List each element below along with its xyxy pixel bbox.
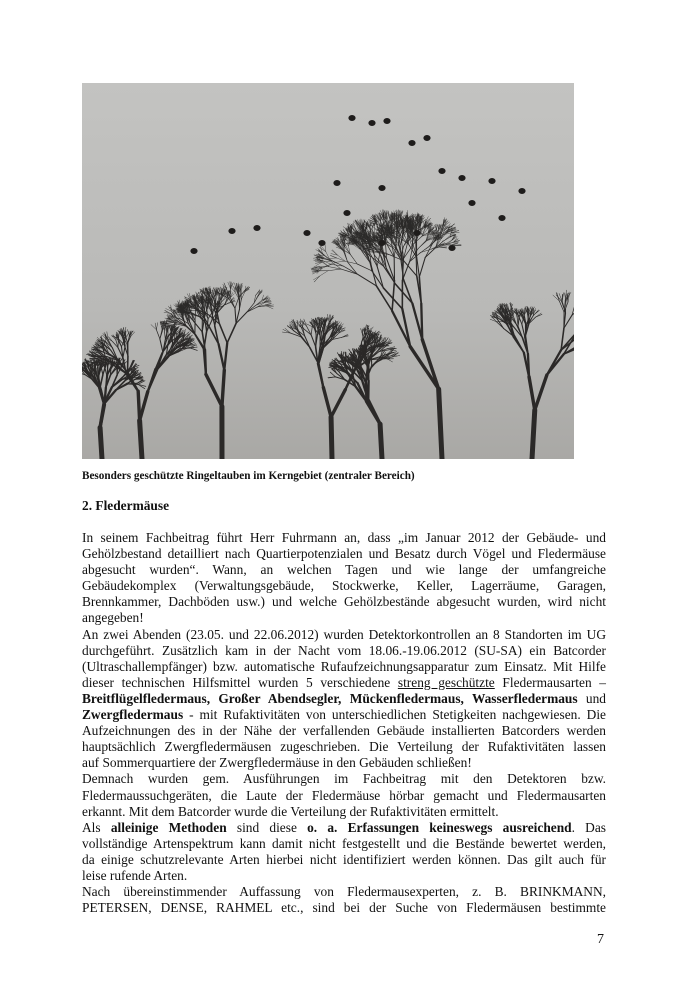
text-run: (Ultraschallempfänger) bzw. automatische Rufaufzeichnungsapparatur zum Einsatz. Mit Hilfe [82,658,606,674]
text-run: auf Sommerquartiere der Zwergfledermäuse in den Gebäuden schließen! [82,755,472,771]
pigeon-mark [408,140,415,146]
pigeon-mark [488,178,495,184]
text-line [82,562,606,578]
text-run: Nach übereinstimmender Auffassung von Fledermausexperten, z. B. BRINKMANN, [82,884,606,900]
pigeon-mark [383,118,390,124]
pigeon-mark [458,175,465,181]
text-line [82,884,606,900]
pigeon-mark [253,225,260,231]
text-run: abgesucht wurden“. Wann, an welchen Tagen und wie lange der umfangreiche [82,562,606,578]
text-run: - mit Rufaktivitäten von unterschiedlichen Stetigkeiten nachgewiesen. Die [183,707,606,723]
text-run: leise rufende Arten. [82,867,188,883]
text-run: Brennkammer, Dachböden usw.) und welche Gehölzbestände abgesucht wurden, wird nicht [82,594,606,610]
pigeon-mark [318,240,325,246]
photo-caption: Besonders geschützte Ringeltauben im Kerngebiet (zentraler Bereich) [82,470,415,482]
text-line [82,643,606,659]
pigeon-mark [190,248,197,254]
pigeon-mark [333,180,340,186]
text-line [82,788,606,804]
text-run: Gehölzbestand detailliert nach Quartierpotenzialen und Besatz durch Vögel und Fledermäuse [82,546,606,562]
text-line [82,723,606,739]
text-run: Demnach wurden gem. Ausführungen im Fachbeitrag mit den Detektoren bzw. [82,771,606,787]
pigeon-mark [423,135,430,141]
text-line [82,739,606,755]
text-line [82,707,606,723]
section-heading: 2. Fledermäuse [82,498,170,513]
bold-text: Breitflügelfledermaus, Großer Abendsegler, Mückenfledermaus, Wasserfledermaus [82,690,578,706]
text-run: Fledermaussuchgeräten, die Laute der Fledermäuse hörbar gemacht und Fledermausarten [82,787,606,803]
text-run: dieser technischen Hilfsmittel wurden 5 verschiedene [82,674,398,690]
pigeon-mark [438,168,445,174]
text-run: Aufzeichnungen des in der Nähe der verfallenden Gebäude installierten Batcorders werden [82,723,606,739]
bold-text: alleinige Methoden [110,819,227,835]
text-line [82,578,606,594]
pigeon-mark [468,200,475,206]
text-line [82,820,606,836]
pigeon-mark [518,188,525,194]
text-line [82,530,606,546]
text-run: . Das [571,819,606,835]
text-run: angegeben! [82,610,144,626]
text-line [82,627,606,643]
bold-text: o. a. Erfassungen keineswegs ausreichend [307,819,572,835]
text-line [82,900,606,916]
text-run: vollständige Artenspektrum kann damit nicht festgestellt und die Bestände bewertet werden, [82,835,606,851]
text-line [82,852,606,868]
pigeon-mark [378,240,385,246]
pigeon-mark [228,228,235,234]
pigeon-mark [498,215,505,221]
text-run: hauptsächlich Zwergfledermäusen zugeschrieben. Die Verteilung der Rufaktivitäten lassen [82,739,606,755]
text-line [82,755,606,771]
text-line [82,836,606,852]
text-line [82,659,606,675]
text-line [82,804,606,820]
text-run: durchgeführt. Zusätzlich kam in der Nacht vom 18.06.-19.06.2012 (SU-SA) ein Batcorder [82,642,606,658]
text-run: Fledermausarten – [494,674,606,690]
underlined-text: streng geschützte [397,674,495,690]
text-run: Als [82,819,111,835]
pigeon-mark [413,230,420,236]
page-number: 7 [597,932,604,947]
text-run: und [577,690,606,706]
text-line [82,868,606,884]
pigeon-mark [343,210,350,216]
text-line [82,675,606,691]
text-line [82,771,606,787]
pigeon-mark [448,245,455,251]
bold-text: Zwergfledermaus [82,707,184,723]
tree-photo [82,83,574,459]
pigeon-mark [348,115,355,121]
text-run: PETERSEN, DENSE, RAHMEL etc., sind bei der Suche von Fledermäusen bestimmte [82,900,606,916]
text-line [82,594,606,610]
tree-photo-graphic [82,83,574,459]
text-line [82,610,606,626]
pigeon-mark [303,230,310,236]
text-line [82,546,606,562]
text-line [82,691,606,707]
text-run: sind diese [226,819,308,835]
text-run: In seinem Fachbeitrag führt Herr Fuhrmann an, dass „im Januar 2012 der Gebäude- und [82,530,606,545]
pigeon-mark [378,185,385,191]
text-run: da einige schutzrelevante Arten hierbei nicht identifiziert werden können. Das gilt auch für [82,851,606,867]
text-run: erkannt. Mit dem Batcorder wurde die Verteilung der Rufaktivitäten ermittelt. [82,803,499,819]
text-run: An zwei Abenden (23.05. und 22.06.2012) wurden Detektorkontrollen an 8 Standorten im UG [82,626,606,642]
pigeon-mark [368,120,375,126]
text-run: Gebäudekomplex (Verwaltungsgebäude, Stockwerke, Keller, Lagerräume, Garagen, [82,578,606,594]
body-text [82,530,606,916]
